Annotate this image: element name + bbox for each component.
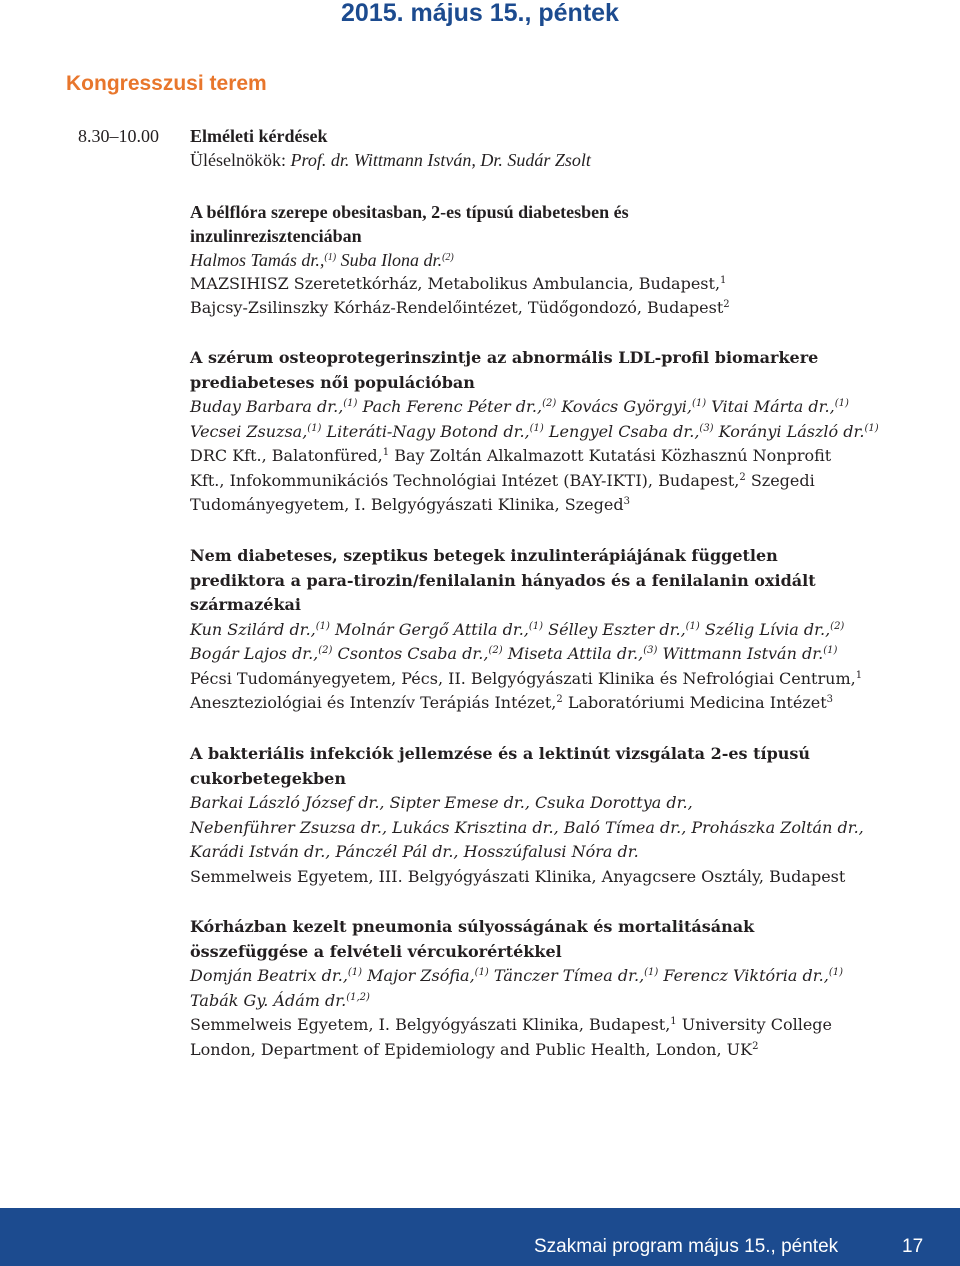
talk-2 bbox=[190, 346, 890, 518]
talk-authors: Barkai László József dr., Sipter Emese dr., Csuka Dorottya dr., Nebenführer Zsuzsa dr., Lukács Krisztina dr., Baló Tímea dr., Prohászka Zoltán dr., Karádi István dr., Pánczél Pál dr., Hosszúfalusi Nóra dr. bbox=[190, 793, 864, 861]
talk-title: Nem diabeteses, szeptikus betegek inzulinterápiájának független prediktora a para-tirozin/fenilalanin hányados és a fenilalanin oxidált származékai bbox=[190, 546, 816, 614]
talk-1 bbox=[190, 200, 890, 320]
talk-3 bbox=[190, 544, 890, 716]
chairs-names: Prof. dr. Wittmann István, Dr. Sudár Zsolt bbox=[290, 150, 591, 170]
talk-title: Kórházban kezelt pneumonia súlyosságának és mortalitásának összefüggése a felvételi vércukorértékkel bbox=[190, 917, 755, 961]
chairs-label: Üléselnökök: bbox=[190, 150, 291, 170]
page-date-header: 2015. május 15., péntek bbox=[341, 0, 619, 27]
talk-affiliation: MAZSIHISZ Szeretetkórház, Metabolikus Ambulancia, Budapest,$^1$ Bajcsy-Zsilinszky Kórház-Rendelőintézet, Tüdőgondozó, Budapest$^2$ bbox=[190, 274, 730, 317]
session-title: Elméleti kérdések bbox=[190, 126, 328, 146]
talk-affiliation: Semmelweis Egyetem, III. Belgyógyászati Klinika, Anyagcsere Osztály, Budapest bbox=[190, 866, 846, 886]
talk-affiliation: DRC Kft., Balatonfüred,$^1$ Bay Zoltán Alkalmazott Kutatási Közhasznú Nonprofit Kft., Infokommunikációs Technológiai Intézet (BAY-IKTI), Budapest,$^2$ Szegedi Tudományegyetem, I. Belgyógyászati Klinika, Szeged$^3$ bbox=[190, 446, 832, 514]
talk-title: A bélflóra szerepe obesitasban, 2-es típusú diabetesben és inzulinrezisztenciában bbox=[190, 202, 629, 246]
talk-affiliation: Pécsi Tudományegyetem, Pécs, II. Belgyógyászati Klinika és Nefrológiai Centrum,$^1$ Aneszteziológiai és Intenzív Terápiás Intézet,$^2$ Laboratóriumi Medicina Intézet$^3$ bbox=[190, 668, 863, 712]
room-heading: Kongresszusi terem bbox=[66, 72, 267, 95]
talk-title: A bakteriális infekciók jellemzése és a lektinút vizsgálata 2-es típusú cukorbetegekben bbox=[190, 744, 811, 788]
session-time: 8.30–10.00 bbox=[78, 126, 159, 146]
talk-authors: Halmos Tamás dr.,$^{(1)}$ Suba Ilona dr.$^{(2)}$ bbox=[190, 250, 454, 270]
page-number: 17 bbox=[902, 1236, 924, 1257]
talk-4 bbox=[190, 742, 890, 889]
talk-authors: Domján Beatrix dr.,$^{(1)}$ Major Zsófia,$^{(1)}$ Tänczer Tímea dr.,$^{(1)}$ Ferencz Viktória dr.,$^{(1)}$ Tabák Gy. Ádám dr.$^{(1,2)}$ bbox=[190, 966, 844, 1010]
talk-authors: Buday Barbara dr.,$^{(1)}$ Pach Ferenc Péter dr.,$^{(2)}$ Kovács Györgyi,$^{(1)}$ Vitai Márta dr.,$^{(1)}$ Vecsei Zsuzsa,$^{(1)}$ Literáti-Nagy Botond dr.,$^{(1)}$ Lengyel Csaba dr.,$^{(3)}$ Korányi László dr.$^{(1)}$ bbox=[190, 397, 879, 441]
footer-label: Szakmai program május 15., péntek bbox=[534, 1236, 839, 1257]
talk-5 bbox=[190, 915, 890, 1062]
talk-affiliation: Semmelweis Egyetem, I. Belgyógyászati Klinika, Budapest,$^1$ University College London, Department of Epidemiology and Public Health, London, $UK^2$ bbox=[190, 1015, 832, 1059]
talk-authors: Kun Szilárd dr.,$^{(1)}$ Molnár Gergő Attila dr.,$^{(1)}$ Sélley Eszter dr.,$^{(1)}$ Szélig Lívia dr.,$^{(2)}$ Bogár Lajos dr.,$^{(2)}$ Csontos Csaba dr.,$^{(2)}$ Miseta Attila dr.,$^{(3)}$ Wittmann István dr.$^{(1)}$ bbox=[190, 619, 845, 663]
session-chairs bbox=[190, 148, 591, 172]
talk-title: A szérum osteoprotegerinszintje az abnormális LDL-profil biomarkere prediabeteses női populációban bbox=[190, 348, 819, 392]
